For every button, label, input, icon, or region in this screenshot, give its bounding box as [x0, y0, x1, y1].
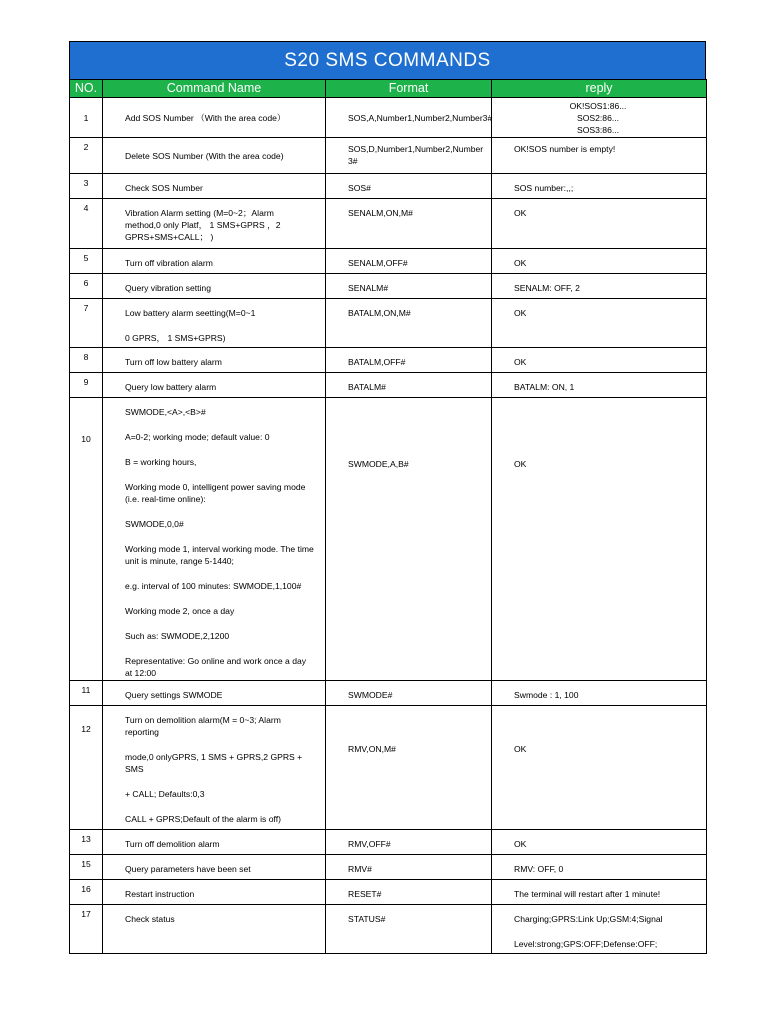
command-name-cell-line [125, 642, 323, 655]
reply-cell [492, 681, 707, 706]
command-name-cell [103, 199, 326, 249]
format-cell-line: SENALM,OFF# [348, 258, 408, 268]
format-cell-line: RESET# [348, 889, 382, 899]
format-cell [326, 299, 492, 348]
command-name-cell [103, 706, 326, 830]
row-number: 1 [70, 98, 103, 138]
format-cell [326, 855, 492, 880]
command-name-cell-line: Turn off vibration alarm [125, 258, 213, 268]
table-body [70, 98, 707, 954]
command-name-cell-line: Working mode 2, once a day [125, 606, 235, 616]
format-cell-line: RMV,OFF# [348, 839, 391, 849]
format-cell [326, 681, 492, 706]
command-name-cell-line: Working mode 0, intelligent power saving mode [125, 482, 306, 492]
format-cell-line: SWMODE,A,B# [348, 459, 409, 469]
table-row [70, 274, 707, 299]
command-name-cell-line [125, 530, 323, 543]
format-cell [326, 706, 492, 830]
reply-cell [492, 830, 707, 855]
reply-cell-line: SOS2:86... [576, 112, 620, 123]
reply-cell-line: SOS3:86... [576, 124, 620, 135]
reply-cell [492, 348, 707, 373]
table-row [70, 373, 707, 398]
row-number: 12 [70, 706, 103, 830]
command-name-cell-line: (i.e. real-time online): [125, 494, 206, 504]
command-name-cell [103, 249, 326, 274]
reply-cell-line: Charging;GPRS:Link Up;GSM:4;Signal [514, 914, 663, 924]
table-row [70, 880, 707, 905]
reply-cell-line: OK [514, 357, 527, 367]
command-name-cell-line: A=0-2; working mode; default value: 0 [125, 432, 270, 442]
command-name-cell-line: Such as: SWMODE,2,1200 [125, 631, 230, 641]
row-number: 16 [70, 880, 103, 905]
reply-cell [492, 138, 707, 174]
reply-cell-line: OK [514, 459, 527, 469]
command-name-cell-line: CALL + GPRS;Default of the alarm is off) [125, 814, 281, 824]
format-cell [326, 905, 492, 954]
command-name-cell-line [125, 418, 323, 431]
format-cell-line: SOS,A,Number1,Number2,Number3# [348, 113, 493, 123]
command-name-cell [103, 138, 326, 174]
row-number: 6 [70, 274, 103, 299]
command-name-cell-line [125, 592, 323, 605]
reply-cell-line: SOS number:,,; [514, 183, 574, 193]
reply-cell [492, 398, 707, 681]
format-cell-line: SENALM# [348, 283, 389, 293]
format-cell-line: STATUS# [348, 914, 386, 924]
format-cell-line: RMV,ON,M# [348, 744, 396, 754]
command-name-cell [103, 398, 326, 681]
format-cell [326, 98, 492, 138]
command-name-cell-line: unit is minute, range 5-1440; [125, 556, 234, 566]
format-cell [326, 373, 492, 398]
header-format: Format [326, 80, 492, 98]
command-name-cell [103, 174, 326, 199]
reply-cell-line: SENALM: OFF, 2 [514, 283, 580, 293]
table-row [70, 681, 707, 706]
format-cell-line: SOS,D,Number1,Number2,Number [348, 144, 484, 154]
reply-cell [492, 880, 707, 905]
format-cell [326, 174, 492, 199]
command-name-cell-line: reporting [125, 727, 159, 737]
table-row [70, 905, 707, 954]
format-cell-line: BATALM# [348, 382, 386, 392]
command-name-cell [103, 299, 326, 348]
table-row [70, 398, 707, 681]
format-cell [326, 830, 492, 855]
command-name-cell-line: Check SOS Number [125, 183, 203, 193]
reply-cell [492, 274, 707, 299]
command-name-cell-line [125, 319, 323, 332]
command-name-cell [103, 681, 326, 706]
row-number: 3 [70, 174, 103, 199]
command-name-cell-line [125, 775, 323, 788]
sms-commands-document [69, 41, 706, 954]
command-name-cell-line [125, 800, 323, 813]
row-number: 5 [70, 249, 103, 274]
command-name-cell-line: + CALL; Defaults:0,3 [125, 789, 205, 799]
command-name-cell-line: GPRS+SMS+CALL； ) [125, 232, 214, 242]
reply-cell-line: OK [514, 208, 527, 218]
table-row [70, 174, 707, 199]
table-row [70, 199, 707, 249]
reply-cell-line: OK [514, 839, 527, 849]
row-number: 8 [70, 348, 103, 373]
row-number: 2 [70, 138, 103, 174]
command-name-cell-line: Turn on demolition alarm(M = 0~3; Alarm [125, 715, 281, 725]
command-name-cell-line: Query parameters have been set [125, 864, 251, 874]
command-name-cell-line: method,0 only Platf， 1 SMS+GPRS ，2 [125, 220, 281, 230]
document-title: S20 SMS COMMANDS [69, 41, 706, 79]
reply-cell [492, 249, 707, 274]
format-cell [326, 249, 492, 274]
reply-cell-line [514, 925, 704, 938]
command-name-cell-line: Query vibration setting [125, 283, 211, 293]
command-name-cell-line: Delete SOS Number (With the area code) [125, 151, 284, 161]
command-name-cell-line [125, 567, 323, 580]
format-cell [326, 398, 492, 681]
command-name-cell [103, 905, 326, 954]
row-number: 10 [70, 398, 103, 681]
row-number: 17 [70, 905, 103, 954]
row-number: 7 [70, 299, 103, 348]
command-name-cell-line: at 12:00 [125, 668, 157, 678]
command-name-cell [103, 98, 326, 138]
command-name-cell-line: Query settings SWMODE [125, 690, 223, 700]
format-cell-line: 3# [348, 156, 358, 166]
command-name-cell-line: Low battery alarm seetting(M=0~1 [125, 308, 256, 318]
command-name-cell-line: e.g. interval of 100 minutes: SWMODE,1,100# [125, 581, 302, 591]
command-name-cell-line [125, 443, 323, 456]
format-cell [326, 274, 492, 299]
command-name-cell [103, 274, 326, 299]
command-name-cell-line: Vibration Alarm setting (M=0~2；Alarm [125, 208, 274, 218]
header-reply: reply [492, 80, 707, 98]
command-name-cell-line [125, 738, 323, 751]
table-row [70, 249, 707, 274]
reply-cell [492, 373, 707, 398]
commands-table [69, 79, 707, 954]
table-row [70, 830, 707, 855]
reply-cell [492, 905, 707, 954]
table-row [70, 348, 707, 373]
row-number: 9 [70, 373, 103, 398]
reply-cell-line: Swmode : 1, 100 [514, 690, 579, 700]
table-row [70, 299, 707, 348]
command-name-cell-line: SMS [125, 764, 144, 774]
table-row [70, 98, 707, 138]
reply-cell-line: RMV: OFF, 0 [514, 864, 564, 874]
table-row [70, 706, 707, 830]
format-cell [326, 880, 492, 905]
format-cell-line: SWMODE# [348, 690, 393, 700]
header-command-name: Command Name [103, 80, 326, 98]
command-name-cell [103, 855, 326, 880]
format-cell-line: RMV# [348, 864, 372, 874]
command-name-cell-line: Turn off low battery alarm [125, 357, 222, 367]
command-name-cell-line [125, 468, 323, 481]
reply-cell [492, 706, 707, 830]
format-cell [326, 138, 492, 174]
format-cell-line: SENALM,ON,M# [348, 208, 413, 218]
command-name-cell-line: Restart instruction [125, 889, 195, 899]
reply-cell [492, 855, 707, 880]
command-name-cell [103, 348, 326, 373]
format-cell [326, 199, 492, 249]
table-header-row [70, 80, 707, 98]
table-row [70, 138, 707, 174]
command-name-cell-line: SWMODE,0,0# [125, 519, 184, 529]
reply-cell-line: BATALM: ON, 1 [514, 382, 575, 392]
command-name-cell-line: Representative: Go online and work once a day [125, 656, 307, 666]
table-row [70, 855, 707, 880]
row-number: 11 [70, 681, 103, 706]
command-name-cell [103, 830, 326, 855]
format-cell-line: BATALM,ON,M# [348, 308, 411, 318]
command-name-cell-line: SWMODE,<A>,<B># [125, 407, 206, 417]
format-cell [326, 348, 492, 373]
reply-cell-line: The terminal will restart after 1 minute! [514, 889, 661, 899]
command-name-cell-line: Query low battery alarm [125, 382, 217, 392]
format-cell-line: SOS# [348, 183, 371, 193]
command-name-cell-line: B = working hours, [125, 457, 197, 467]
row-number: 4 [70, 199, 103, 249]
reply-cell-line: Level:strong;GPS:OFF;Defense:OFF; [514, 939, 658, 949]
row-number: 15 [70, 855, 103, 880]
reply-cell-line: OK!SOS number is empty! [514, 144, 616, 154]
reply-cell-line: OK [514, 308, 527, 318]
command-name-cell [103, 373, 326, 398]
reply-cell [492, 199, 707, 249]
command-name-cell [103, 880, 326, 905]
reply-cell-line: OK!SOS1:86... [569, 100, 627, 111]
reply-cell-line: OK [514, 258, 527, 268]
command-name-cell-line: Working mode 1, interval working mode. The time [125, 544, 314, 554]
reply-cell [492, 174, 707, 199]
row-number: 13 [70, 830, 103, 855]
command-name-cell-line: Turn off demolition alarm [125, 839, 220, 849]
command-name-cell-line: Add SOS Number （With the area code） [125, 113, 286, 123]
reply-cell [492, 299, 707, 348]
format-cell-line: BATALM,OFF# [348, 357, 406, 367]
reply-cell [492, 98, 707, 138]
command-name-cell-line [125, 505, 323, 518]
command-name-cell-line [125, 617, 323, 630]
reply-cell-line: OK [514, 744, 527, 754]
command-name-cell-line: Check status [125, 914, 175, 924]
header-no: NO. [70, 80, 103, 98]
command-name-cell-line: mode,0 onlyGPRS, 1 SMS + GPRS,2 GPRS + [125, 752, 303, 762]
command-name-cell-line: 0 GPRS， 1 SMS+GPRS) [125, 333, 226, 343]
